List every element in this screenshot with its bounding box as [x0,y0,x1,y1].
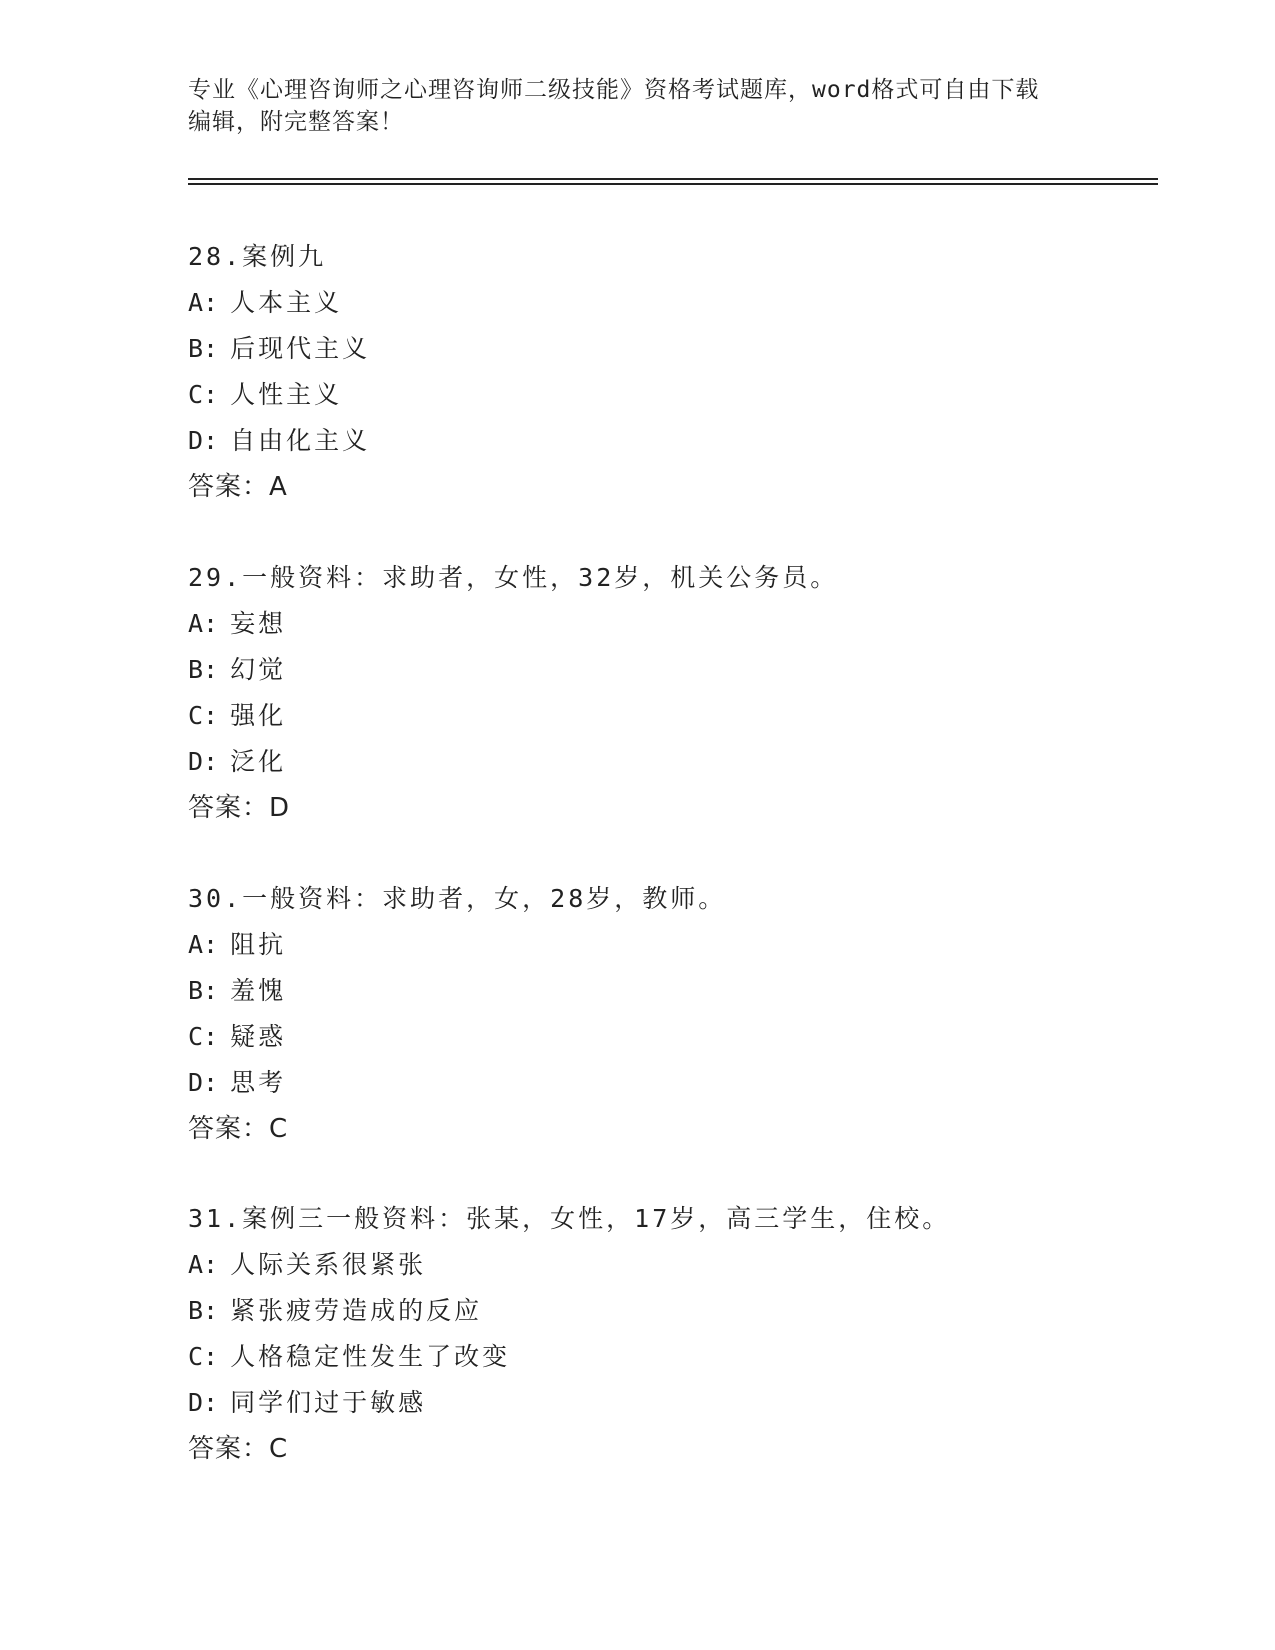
question-block [188,876,1188,1152]
option-text: 人格稳定性发生了改变 [230,1342,511,1371]
option-label: D: [188,1388,219,1417]
question-block [188,1196,1188,1472]
answer-line: 答案：A [188,472,288,502]
option-label: B: [188,976,219,1005]
option-c [188,1334,1188,1380]
option-d [188,1380,1188,1426]
option-text: 妄想 [230,609,287,638]
option-c [188,1014,1188,1060]
document-header [188,74,1088,138]
option-c [188,372,1188,418]
option-d [188,739,1188,785]
option-text: 人际关系很紧张 [230,1250,427,1279]
header-divider-top [188,178,1158,180]
option-label: B: [188,1296,219,1325]
option-text: 羞愧 [230,976,287,1005]
option-b [188,647,1188,693]
option-text: 紧张疲劳造成的反应 [230,1296,483,1325]
option-text: 同学们过于敏感 [230,1388,427,1417]
option-a [188,922,1188,968]
question-stem: 31.案例三一般资料：张某，女性，17岁，高三学生，住校。 [188,1204,951,1233]
option-label: B: [188,334,219,363]
question-stem: 30.一般资料：求助者，女，28岁，教师。 [188,884,727,913]
option-label: C: [188,701,219,730]
option-text: 人本主义 [230,288,343,317]
answer-line: 答案：C [188,1114,289,1144]
option-label: A: [188,930,219,959]
option-b [188,968,1188,1014]
option-d [188,418,1188,464]
option-text: 自由化主义 [230,426,371,455]
option-text: 幻觉 [230,655,287,684]
option-label: C: [188,1022,219,1051]
option-label: D: [188,1068,219,1097]
option-c [188,693,1188,739]
option-label: A: [188,1250,219,1279]
option-a [188,601,1188,647]
option-label: B: [188,655,219,684]
question-stem: 29.一般资料：求助者，女性，32岁，机关公务员。 [188,563,839,592]
option-a [188,1242,1188,1288]
option-text: 泛化 [230,747,287,776]
option-text: 阻抗 [230,930,287,959]
option-text: 后现代主义 [230,334,371,363]
header-line-2: 编辑，附完整答案！ [188,109,404,135]
option-label: D: [188,426,219,455]
header-divider-bottom [188,183,1158,185]
option-b [188,326,1188,372]
option-text: 疑惑 [230,1022,287,1051]
question-block [188,234,1188,510]
option-d [188,1060,1188,1106]
option-a [188,280,1188,326]
option-label: C: [188,380,219,409]
option-label: A: [188,609,219,638]
answer-line: 答案：D [188,793,291,823]
option-text: 思考 [230,1068,287,1097]
answer-line: 答案：C [188,1434,289,1464]
header-line-1: 专业《心理咨询师之心理咨询师二级技能》资格考试题库，word格式可自由下载 [188,77,1040,103]
option-label: A: [188,288,219,317]
option-text: 人性主义 [230,380,343,409]
option-label: C: [188,1342,219,1371]
option-text: 强化 [230,701,287,730]
question-block [188,555,1188,831]
question-stem: 28.案例九 [188,242,327,271]
option-b [188,1288,1188,1334]
option-label: D: [188,747,219,776]
